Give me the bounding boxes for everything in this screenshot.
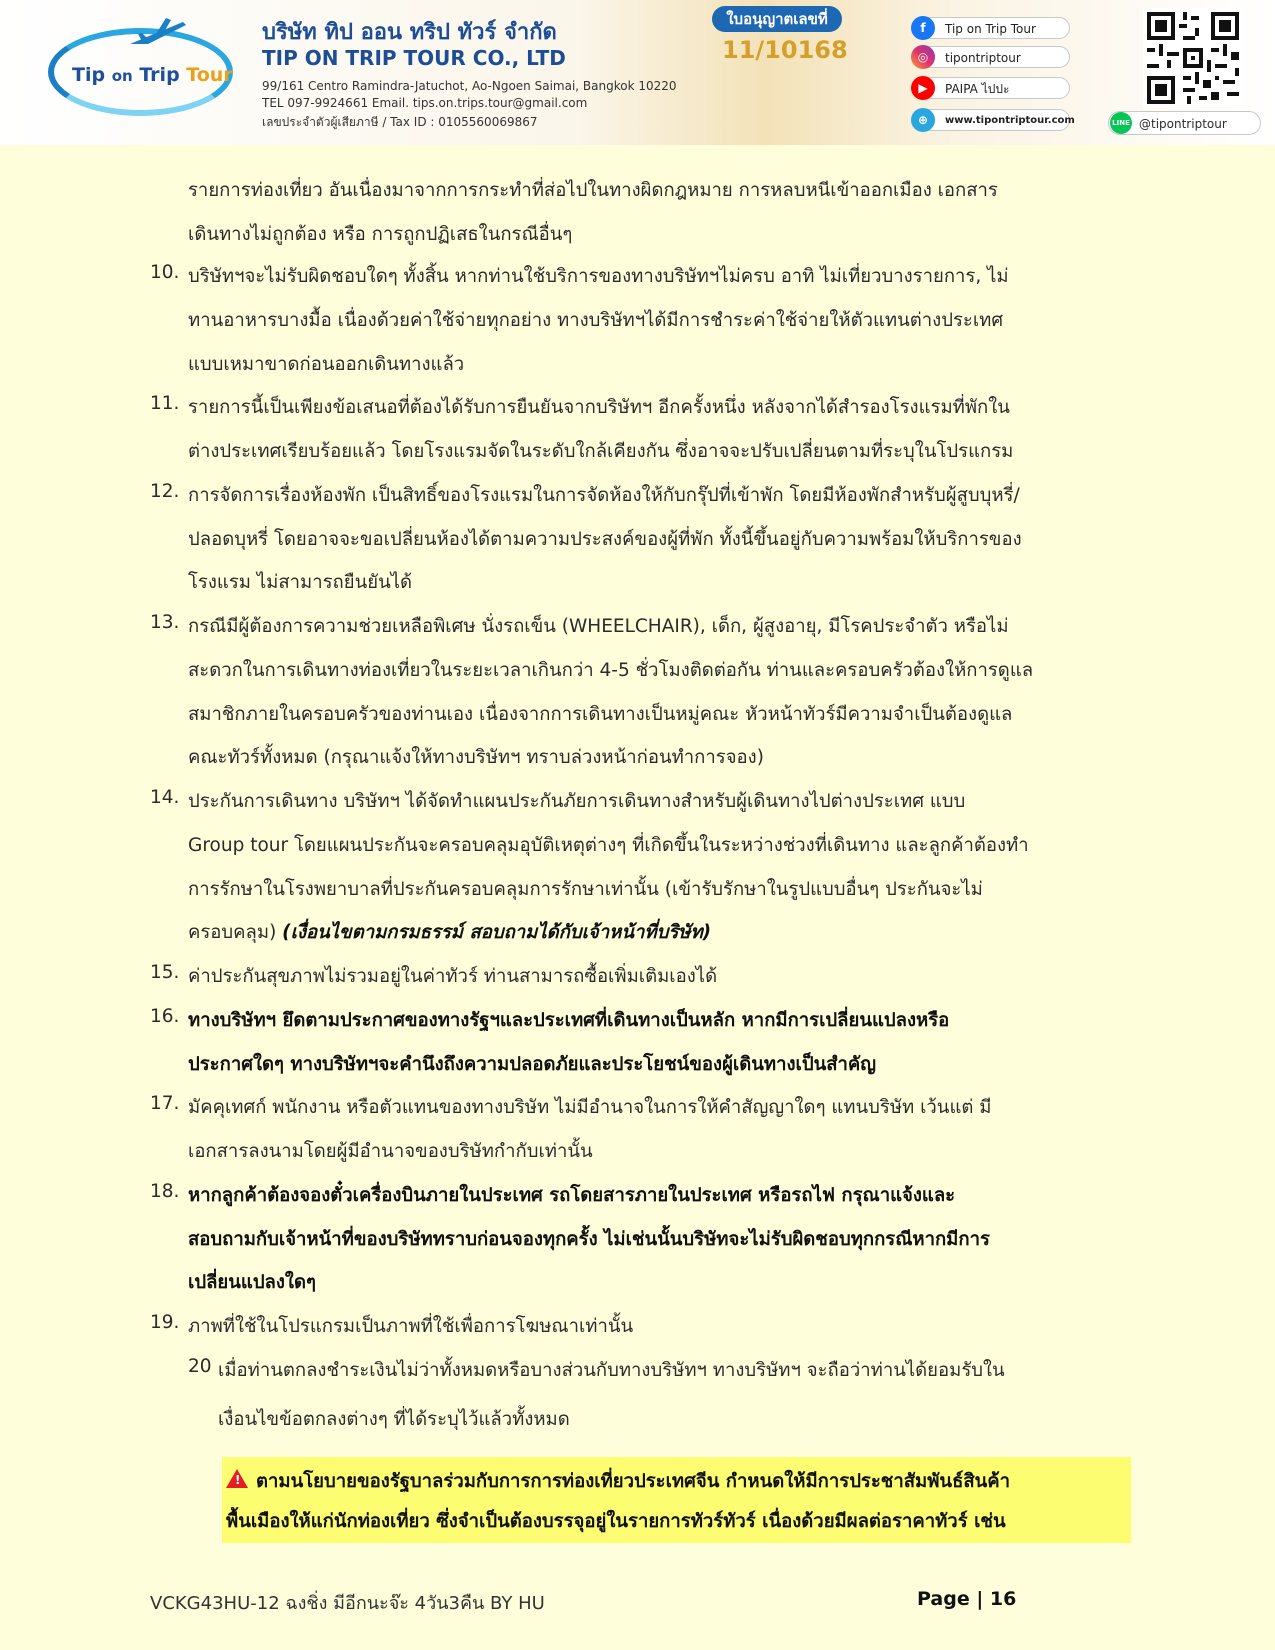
list-item-line: สะดวกในการเดินทางท่องเที่ยวในระยะเวลาเกินกว่า 4-5 ชั่วโมงติดต่อกัน ท่านและครอบครัวต้องให้การดูแล — [188, 660, 1034, 681]
item-number: 13. — [150, 612, 180, 633]
program-code: VCKG43HU-12 ฉงชิ่ง มีอีกนะจ๊ะ 4วัน3คืน BY HU — [150, 1593, 545, 1614]
item-number: 10. — [150, 262, 180, 283]
list-item-line: ภาพที่ใช้ในโปรแกรมเป็นภาพที่ใช้เพื่อการโฆษณาเท่านั้น — [188, 1316, 634, 1337]
list-item-line: บริษัทฯจะไม่รับผิดชอบใดๆ ทั้งสิ้น หากท่านใช้บริการของทางบริษัทฯไม่ครบ อาทิ ไม่เที่ยวบางรายการ, ไม่ — [188, 266, 1009, 287]
company-name-thai: บริษัท ทิป ออน ทริป ทัวร์ จำกัด — [262, 20, 557, 45]
line-label: @tipontriptour — [1139, 117, 1227, 131]
notice-text: ตามนโยบายของรัฐบาลร่วมกับการการท่องเที่ยวประเทศจีน กำหนดให้มีการประชาสัมพันธ์สินค้า — [256, 1471, 1011, 1492]
list-item-line: ค่าประกันสุขภาพไม่รวมอยู่ในค่าทัวร์ ท่านสามารถซื้อเพิ่มเติมเองได้ — [188, 966, 718, 987]
item-number: 17. — [150, 1093, 180, 1114]
item-number: 14. — [150, 787, 180, 808]
item-number: 16. — [150, 1006, 180, 1027]
notice-line — [226, 1467, 1010, 1496]
shopping-notice — [222, 1457, 1131, 1543]
list-item-line: ประกาศใดๆ ทางบริษัทฯจะคำนึงถึงความปลอดภัยและประโยชน์ของผู้เดินทางเป็นสำคัญ — [188, 1054, 877, 1075]
item-number: 15. — [150, 962, 180, 983]
list-item-line: ทางบริษัทฯ ยึดตามประกาศของทางรัฐฯและประเทศที่เดินทางเป็นหลัก หากมีการเปลี่ยนแปลงหรือ — [188, 1010, 950, 1031]
list-item-line: Group tour โดยแผนประกันจะครอบคลุมอุบัติเหตุต่างๆ ที่เกิดขึ้นในระหว่างช่วงที่เดินทาง และลูกค้าต้องทำ — [188, 835, 1029, 856]
list-item-line: สอบถามกับเจ้าหน้าที่ของบริษัททราบก่อนจองทุกครั้ง ไม่เช่นนั้นบริษัทจะไม่รับผิดชอบทุกกรณีหากมีการ — [188, 1229, 990, 1250]
logo-wordmark: Tip on Trip Tour — [72, 64, 233, 86]
list-item-line: แบบเหมาขาดก่อนออกเดินทางแล้ว — [188, 354, 465, 375]
facebook-icon: f — [911, 16, 935, 40]
list-item-text: ครอบคลุม) — [188, 922, 283, 943]
company-tax-id: เลขประจำตัวผู้เสียภาษี / Tax ID : 0105560069867 — [262, 115, 538, 129]
list-item-line: เปลี่ยนแปลงใดๆ — [188, 1272, 316, 1293]
facebook-label: Tip on Trip Tour — [945, 22, 1036, 36]
list-item-line: เอกสารลงนามโดยผู้มีอำนาจของบริษัทกำกับเท่านั้น — [188, 1141, 593, 1162]
item-number: 20 — [188, 1356, 212, 1377]
item-number: 11. — [150, 393, 180, 414]
license-number: 11/10168 — [722, 36, 848, 64]
item-number: 19. — [150, 1312, 180, 1333]
company-contact: TEL 097-9924661 Email. tips.on.trips.tour@gmail.com — [262, 96, 588, 110]
list-item-line: ทานอาหารบางมื้อ เนื่องด้วยค่าใช้จ่ายทุกอย่าง ทางบริษัทฯได้มีการชำระค่าใช้จ่ายให้ตัวแทนต่างประเทศ — [188, 310, 1004, 331]
list-item-line: รายการท่องเที่ยว อันเนื่องมาจากการกระทำที่ส่อไปในทางผิดกฎหมาย การหลบหนีเข้าออกเมือง เอกสาร — [188, 180, 998, 201]
list-item-line: เงื่อนไขข้อตกลงต่างๆ ที่ได้ระบุไว้แล้วทั้งหมด — [218, 1409, 570, 1430]
line-icon: LINE — [1110, 112, 1132, 134]
item-number: 12. — [150, 481, 180, 502]
list-item-line: รายการนี้เป็นเพียงข้อเสนอที่ต้องได้รับการยืนยันจากบริษัทฯ อีกครั้งหนึ่ง หลังจากได้สำรองโรงแรมที่พักใน — [188, 397, 1010, 418]
list-item-line: ต่างประเทศเรียบร้อยแล้ว โดยโรงแรมจัดในระดับใกล้เคียงกัน ซึ่งอาจจะปรับเปลี่ยนตามที่ระบุในโปรแกรม — [188, 441, 1014, 462]
list-item-line: เมื่อท่านตกลงชำระเงินไม่ว่าทั้งหมดหรือบางส่วนกับทางบริษัทฯ ทางบริษัทฯ จะถือว่าท่านได้ยอมรับใน — [218, 1360, 1005, 1381]
item-number: 18. — [150, 1181, 180, 1202]
youtube-label: PAIPA ไปปะ — [945, 82, 1010, 96]
list-item-line: ปลอดบุหรี่ โดยอาจจะขอเปลี่ยนห้องได้ตามความประสงค์ของผู้ที่พัก ทั้งนี้ขึ้นอยู่กับความพร้อมให้บริการของ — [188, 529, 1022, 550]
list-item-line: หากลูกค้าต้องจองตั๋วเครื่องบินภายในประเทศ รถโดยสารภายในประเทศ หรือรถไฟ กรุณาแจ้งและ — [188, 1185, 956, 1206]
instagram-icon: ◎ — [911, 45, 935, 69]
page-number: Page | 16 — [917, 1588, 1017, 1610]
youtube-icon: ▶ — [911, 76, 935, 100]
website-label: www.tipontriptour.com — [945, 115, 1075, 126]
company-address: 99/161 Centro Ramindra-Jatuchot, Ao-Ngoen Saimai, Bangkok 10220 — [262, 79, 677, 93]
list-item-line: คณะทัวร์ทั้งหมด (กรุณาแจ้งให้ทางบริษัทฯ ทราบล่วงหน้าก่อนทำการจอง) — [188, 747, 764, 768]
list-item-line — [188, 918, 711, 947]
list-item-line: เดินทางไม่ถูกต้อง หรือ การถูกปฏิเสธในกรณีอื่นๆ — [188, 224, 573, 245]
list-item-line: มัคคุเทศก์ พนักงาน หรือตัวแทนของทางบริษัท ไม่มีอำนาจในการให้คำสัญญาใดๆ แทนบริษัท เว้นแต่ มี — [188, 1097, 992, 1118]
list-item-line: สมาชิกภายในครอบครัวของท่านเอง เนื่องจากการเดินทางเป็นหมู่คณะ หัวหน้าทัวร์มีความจำเป็นต้องดูแล — [188, 704, 1013, 725]
list-item-line: ประกันการเดินทาง บริษัทฯ ได้จัดทำแผนประกันภัยการเดินทางสำหรับผู้เดินทางไปต่างประเทศ แบบ — [188, 791, 966, 812]
list-item-line: การรักษาในโรงพยาบาลที่ประกันครอบคลุมการรักษาเท่านั้น (เข้ารับรักษาในรูปแบบอื่นๆ ประกันจะไม่ — [188, 879, 983, 900]
list-item-line: การจัดการเรื่องห้องพัก เป็นสิทธิ์ของโรงแรมในการจัดห้องให้กับกรุ๊ปที่เข้าพัก โดยมีห้องพักสำหรับผู้สูบบุหรี่/ — [188, 485, 1020, 506]
license-label: ใบอนุญาตเลขที่ — [712, 6, 842, 32]
globe-icon: ⊕ — [911, 108, 935, 132]
notice-line: พื้นเมืองให้แก่นักท่องเที่ยว ซึ่งจำเป็นต้องบรรจุอยู่ในรายการทัวร์ทัวร์ เนื่องด้วยมีผลต่อราคาทัวร์ เช่น — [226, 1511, 1006, 1532]
list-item-line: กรณีมีผู้ต้องการความช่วยเหลือพิเศษ นั่งรถเข็น (WHEELCHAIR), เด็ก, ผู้สูงอายุ, มีโรคประจำตัว หรือไม่ — [188, 616, 1009, 637]
list-item-line: โรงแรม ไม่สามารถยืนยันได้ — [188, 572, 413, 593]
instagram-label: tipontriptour — [945, 51, 1021, 65]
insurance-note: (เงื่อนไขตามกรมธรรม์ สอบถามได้กับเจ้าหน้าที่บริษัท) — [282, 922, 712, 943]
warning-icon: ! — [226, 1469, 248, 1488]
company-name-english: TIP ON TRIP TOUR CO., LTD — [262, 46, 566, 70]
